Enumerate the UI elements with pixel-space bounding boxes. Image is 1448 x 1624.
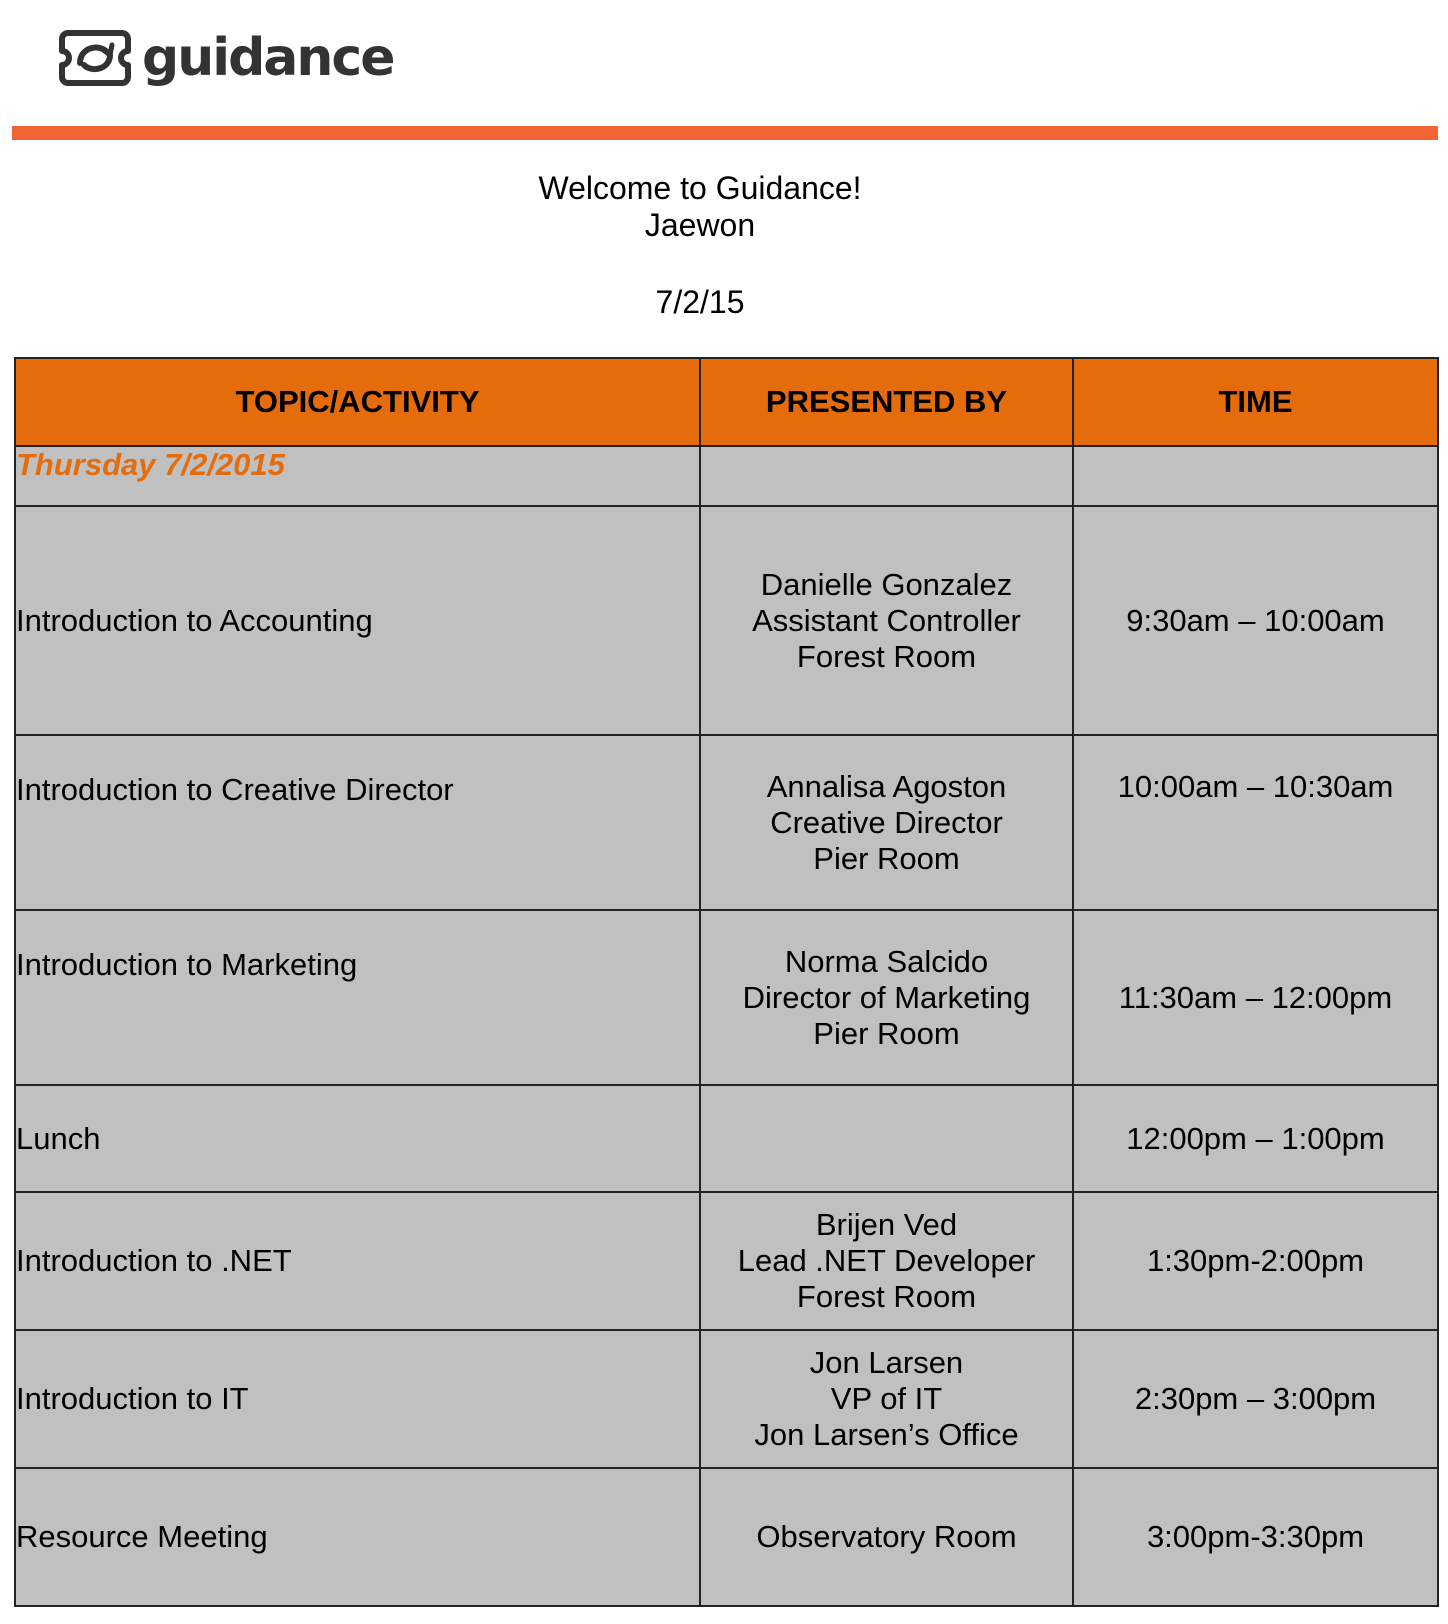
guidance-logo-icon xyxy=(56,25,134,91)
presenter-title: Director of Marketing xyxy=(742,979,1031,1015)
schedule-table xyxy=(14,357,1439,1607)
presenter-location: Forest Room xyxy=(796,1279,977,1314)
table-row xyxy=(15,1468,1438,1606)
presenter-cell xyxy=(700,506,1073,735)
presenter-title: Lead .NET Developer xyxy=(737,1243,1036,1278)
presenter-name: Norma Salcido xyxy=(784,943,989,979)
orientation-date: 7/2/15 xyxy=(655,284,745,320)
table-row xyxy=(15,910,1438,1085)
presenter-name: Annalisa Agoston xyxy=(766,769,1007,804)
table-row xyxy=(15,1330,1438,1468)
presenter-title: Assistant Controller xyxy=(752,602,1021,638)
presenter-cell xyxy=(700,1468,1073,1606)
presenter-name: Danielle Gonzalez xyxy=(760,566,1013,602)
welcome-title: Welcome to Guidance! xyxy=(538,170,862,206)
presenter-location: Pier Room xyxy=(813,1015,960,1051)
presenter-location: Forest Room xyxy=(796,638,977,674)
presenter-title: VP of IT xyxy=(830,1381,943,1416)
presenter-name: Brijen Ved xyxy=(815,1207,958,1242)
time-cell: 10:00am – 10:30am xyxy=(1073,735,1438,910)
presenter-location: Pier Room xyxy=(813,841,960,876)
topic-cell: Introduction to Accounting xyxy=(15,506,700,735)
presenter-location: Jon Larsen’s Office xyxy=(754,1417,1019,1452)
table-row xyxy=(15,1192,1438,1330)
presenter-name: Jon Larsen xyxy=(809,1345,964,1380)
presenter-cell xyxy=(700,1330,1073,1468)
topic-cell: Introduction to Marketing xyxy=(15,910,700,1085)
employee-name: Jaewon xyxy=(644,207,756,243)
presenter-cell xyxy=(700,910,1073,1085)
time-cell: 11:30am – 12:00pm xyxy=(1073,910,1438,1085)
table-cell xyxy=(700,446,1073,506)
topic-cell: Introduction to .NET xyxy=(15,1192,700,1330)
guidance-logo xyxy=(56,22,394,94)
column-header-presenter: PRESENTED BY xyxy=(700,358,1073,446)
time-cell: 2:30pm – 3:00pm xyxy=(1073,1330,1438,1468)
time-cell: 12:00pm – 1:00pm xyxy=(1073,1085,1438,1192)
table-row xyxy=(15,506,1438,735)
table-header-row xyxy=(15,358,1438,446)
topic-cell: Lunch xyxy=(15,1085,700,1192)
time-cell: 1:30pm-2:00pm xyxy=(1073,1192,1438,1330)
time-cell: 3:00pm-3:30pm xyxy=(1073,1468,1438,1606)
table-cell xyxy=(1073,446,1438,506)
topic-cell: Resource Meeting xyxy=(15,1468,700,1606)
column-header-time: TIME xyxy=(1073,358,1438,446)
presenter-cell xyxy=(700,735,1073,910)
day-row xyxy=(15,446,1438,506)
topic-cell: Introduction to IT xyxy=(15,1330,700,1468)
presenter-cell xyxy=(700,1192,1073,1330)
header-divider xyxy=(12,126,1438,140)
welcome-block xyxy=(0,170,1400,244)
presenter-title: Creative Director xyxy=(770,805,1003,840)
presenter-location: Observatory Room xyxy=(756,1519,1017,1554)
day-label: Thursday 7/2/2015 xyxy=(15,446,700,506)
brand-name: guidance xyxy=(142,28,394,88)
table-row xyxy=(15,1085,1438,1192)
column-header-topic: TOPIC/ACTIVITY xyxy=(15,358,700,446)
table-row xyxy=(15,735,1438,910)
time-cell: 9:30am – 10:00am xyxy=(1073,506,1438,735)
topic-cell: Introduction to Creative Director xyxy=(15,735,700,910)
presenter-cell xyxy=(700,1085,1073,1192)
